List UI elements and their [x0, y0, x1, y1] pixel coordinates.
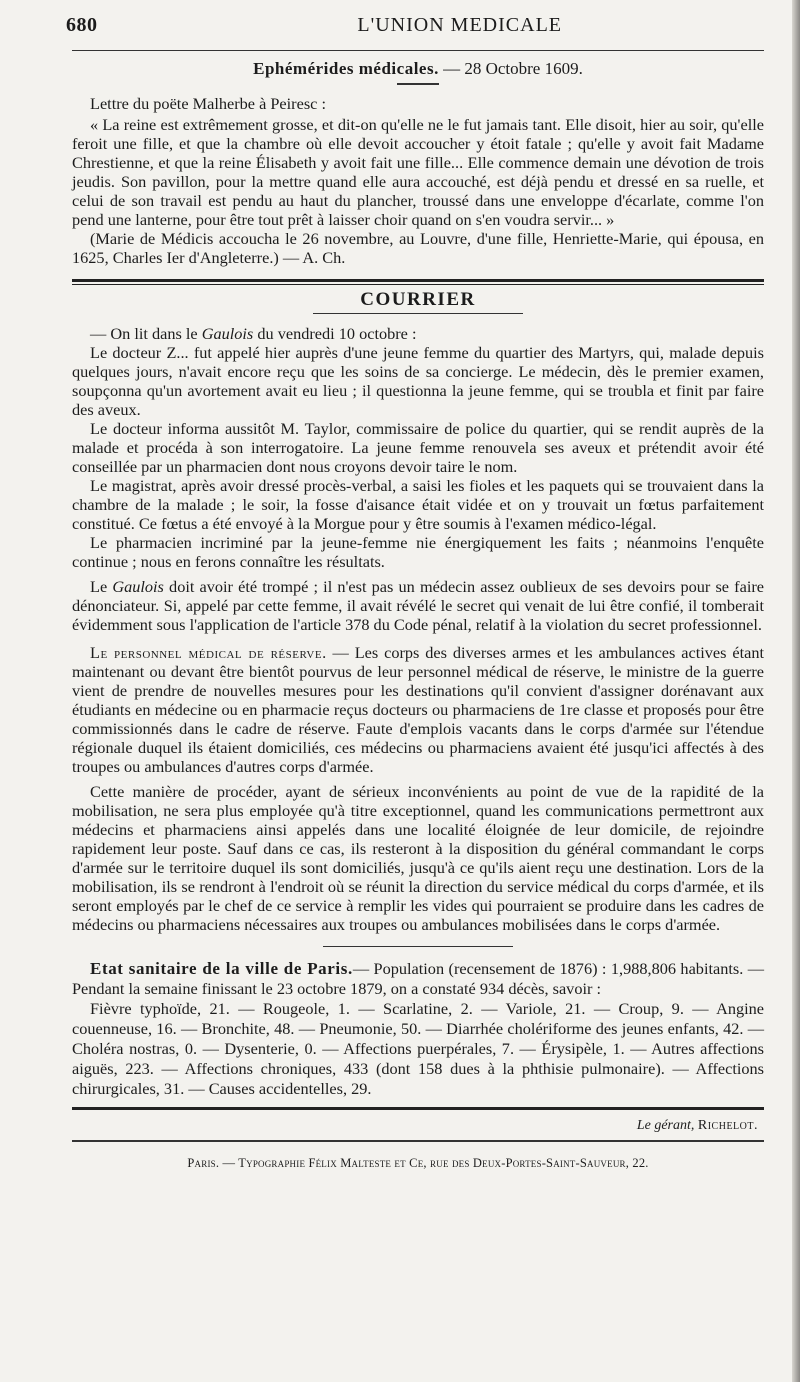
courrier-paragraph-5: Le Gaulois doit avoir été trompé ; il n'est pas un médecin assez oublieux de ses devoirs pour se faire dénonciateur. Si, appelé par cette femme, il avait révélé le secret qui venait de lui être confié, il tomberait évidemment sous l'application de l'article 378 du Code pénal, relatif à la violation du secret professionnel. [72, 577, 764, 634]
etat-sanitaire-paragraph-2: Fièvre typhoïde, 21. — Rougeole, 1. — Scarlatine, 2. — Variole, 21. — Croup, 9. — Angine couenneuse, 16. — Bronchite, 48. — Pneumonie, 50. — Diarrhée cholériforme des jeunes enfants, 42. — Choléra nostras, 0. — Dysenterie, 0. — Affections puerpérales, 7. — Érysipèle, 1. — Autres affections aiguës, 223. — Affections chroniques, 433 (dont 158 dues à la phthisie pulmonaire). — Affections chirurgicales, 31. — Causes accidentelles, 29. [72, 999, 764, 1098]
ephemerides-underline [397, 83, 439, 85]
page-header [66, 14, 720, 44]
footer-rule [72, 1107, 764, 1110]
printer-imprint: Paris. — Typographie Félix Malteste et Ce, rue des Deux-Portes-Saint-Sauveur, 22. [187, 1156, 649, 1170]
courrier-paragraph-4: Le pharmacien incriminé par la jeune-femme nie énergiquement les faits ; néanmoins l'enquête continue ; nous en ferons connaître les résultats. [72, 533, 764, 571]
reserve-paragraph-1: Le personnel médical de réserve. — Les corps des diverses armes et les ambulances actives étant maintenant ou devant être bientôt pourvus de leur personnel médical de réserve, le ministre de la guerre vient de prendre de nouvelles mesures pour les destinations qu'il convient d'assigner dorénavant aux étudiants en médecine ou en pharmacie reçus docteurs ou pharmaciens de 1re classe et proposés pour être commissionnés dans le cadre de réserve. Faute d'emplois vacants dans le corps d'armée sur l'étendue régionale duquel ils étaient domiciliés, ces médecins ou pharmaciens avaient été jusqu'ici affectés à des troupes ou ambulances d'autres corps d'armée. [72, 643, 764, 776]
ephemerides-title: Ephémérides médicales. [253, 59, 439, 78]
signature: Le gérant, Richelot. [636, 1118, 758, 1133]
page-edge-shadow [792, 0, 800, 1382]
header-rule [72, 50, 764, 51]
running-head: L'UNION MEDICALE [357, 14, 562, 36]
courrier-paragraph-1: Le docteur Z... fut appelé hier auprès d'une jeune femme du quartier des Martyrs, qui, malade depuis quelques jours, n'avait encore reçu que les soins de sa concierge. Le médecin, dès le premier examen, soupçonna qu'un avortement avait eu lieu ; il questionna la jeune femme, qui se troubla et finit par faire des aveux. [72, 343, 764, 419]
letter-title: Lettre du poëte Malherbe à Peiresc : [90, 94, 326, 113]
page-number: 680 [66, 14, 98, 36]
ephemerides-date: — 28 Octobre 1609. [438, 59, 583, 78]
letter-quote: « La reine est extrêmement grosse, et dit-on qu'elle ne le fut jamais tant. Elle disoit, hier au soir, qu'elle feroit une fille, et que la chambre où elle devoit accoucher y étoit fatale ; qu'elle y avoit fait Madame Chrestienne, et que la reine Élisabeth y avoit fait une fille... Elle commence demain une dévotion de trois jeudis. Son pavillon, pour la mettre quand elle aura accouché, est déjà pendu et dressé en sa ruelle, et celui de son travail est pendu au haut du plancher, troussé dans une enveloppe d'écarlate, comme l'on pend une lanterne, pour être tout prêt à laisser choir quand on s'en voudra servir... » [72, 115, 764, 229]
courrier-underline [313, 313, 523, 314]
historical-note: (Marie de Médicis accoucha le 26 novembre, au Louvre, d'une fille, Henriette-Marie, qui épousa, en 1625, Charles Ier d'Angleterre.) — A. Ch. [72, 229, 764, 267]
journal-name: Gaulois [201, 324, 254, 343]
journal-name: Gaulois [112, 577, 164, 596]
ephemerides-heading [72, 59, 764, 79]
reserve-paragraph-2: Cette manière de procéder, ayant de sérieux inconvénients au point de vue de la rapidité de la mobilisation, ne sera plus employée qu'à titre exceptionnel, quand les communications permettront aux médecins et pharmaciens ainsi appelés dans une localité éloignée de leur domicile, de rejoindre rapidement leur poste. Sauf dans ce cas, ils resteront à la disposition du général commandant le corps d'armée sur le territoire duquel ils sont domiciliés, jusqu'à ce qu'ils aient reçu une destination. Lors de la mobilisation, ils se rendront à l'endroit où se réunit la direction du service médical du corps d'armée, et ils seront employés par le chef de ce service à remplir les vides qui pourraient se produire dans les cadres de médecins ou pharmaciens nécessaires aux troupes ou ambulances mobilisées dans le corps d'armée. [72, 782, 764, 934]
section-divider [323, 946, 513, 947]
courrier-title: COURRIER [360, 289, 476, 310]
reserve-lead: Le personnel médical de réserve. [90, 643, 327, 662]
signature-rule [72, 1140, 764, 1142]
courrier-paragraph-2: Le docteur informa aussitôt M. Taylor, commissaire de police du quartier, qui se rendit auprès de la malade et procéda à son interrogatoire. La jeune femme renouvela ses aveux et prétendit avoir été conseillée par un pharmacien dont nous croyons devoir taire le nom. [72, 419, 764, 476]
courrier-intro: — On lit dans le Gaulois du vendredi 10 octobre : [90, 324, 417, 343]
etat-sanitaire-title: Etat sanitaire de la ville de Paris. [90, 959, 353, 978]
gerant-name: Richelot. [697, 1118, 758, 1133]
courrier-divider [72, 279, 764, 285]
etat-sanitaire-paragraph-1: Etat sanitaire de la ville de Paris.— Population (recensement de 1876) : 1,988,806 habitants. — Pendant la semaine finissant le 23 octobre 1879, on a constaté 934 décès, savoir : [72, 959, 764, 998]
courrier-paragraph-3: Le magistrat, après avoir dressé procès-verbal, a saisi les fioles et les paquets qui se trouvaient dans la chambre de la malade ; le soir, la fosse d'aisance était vidée et on y trouvait un fœtus parfaitement constitué. Ce fœtus a été envoyé à la Morgue pour y être soumis à l'examen médico-légal. [72, 476, 764, 533]
